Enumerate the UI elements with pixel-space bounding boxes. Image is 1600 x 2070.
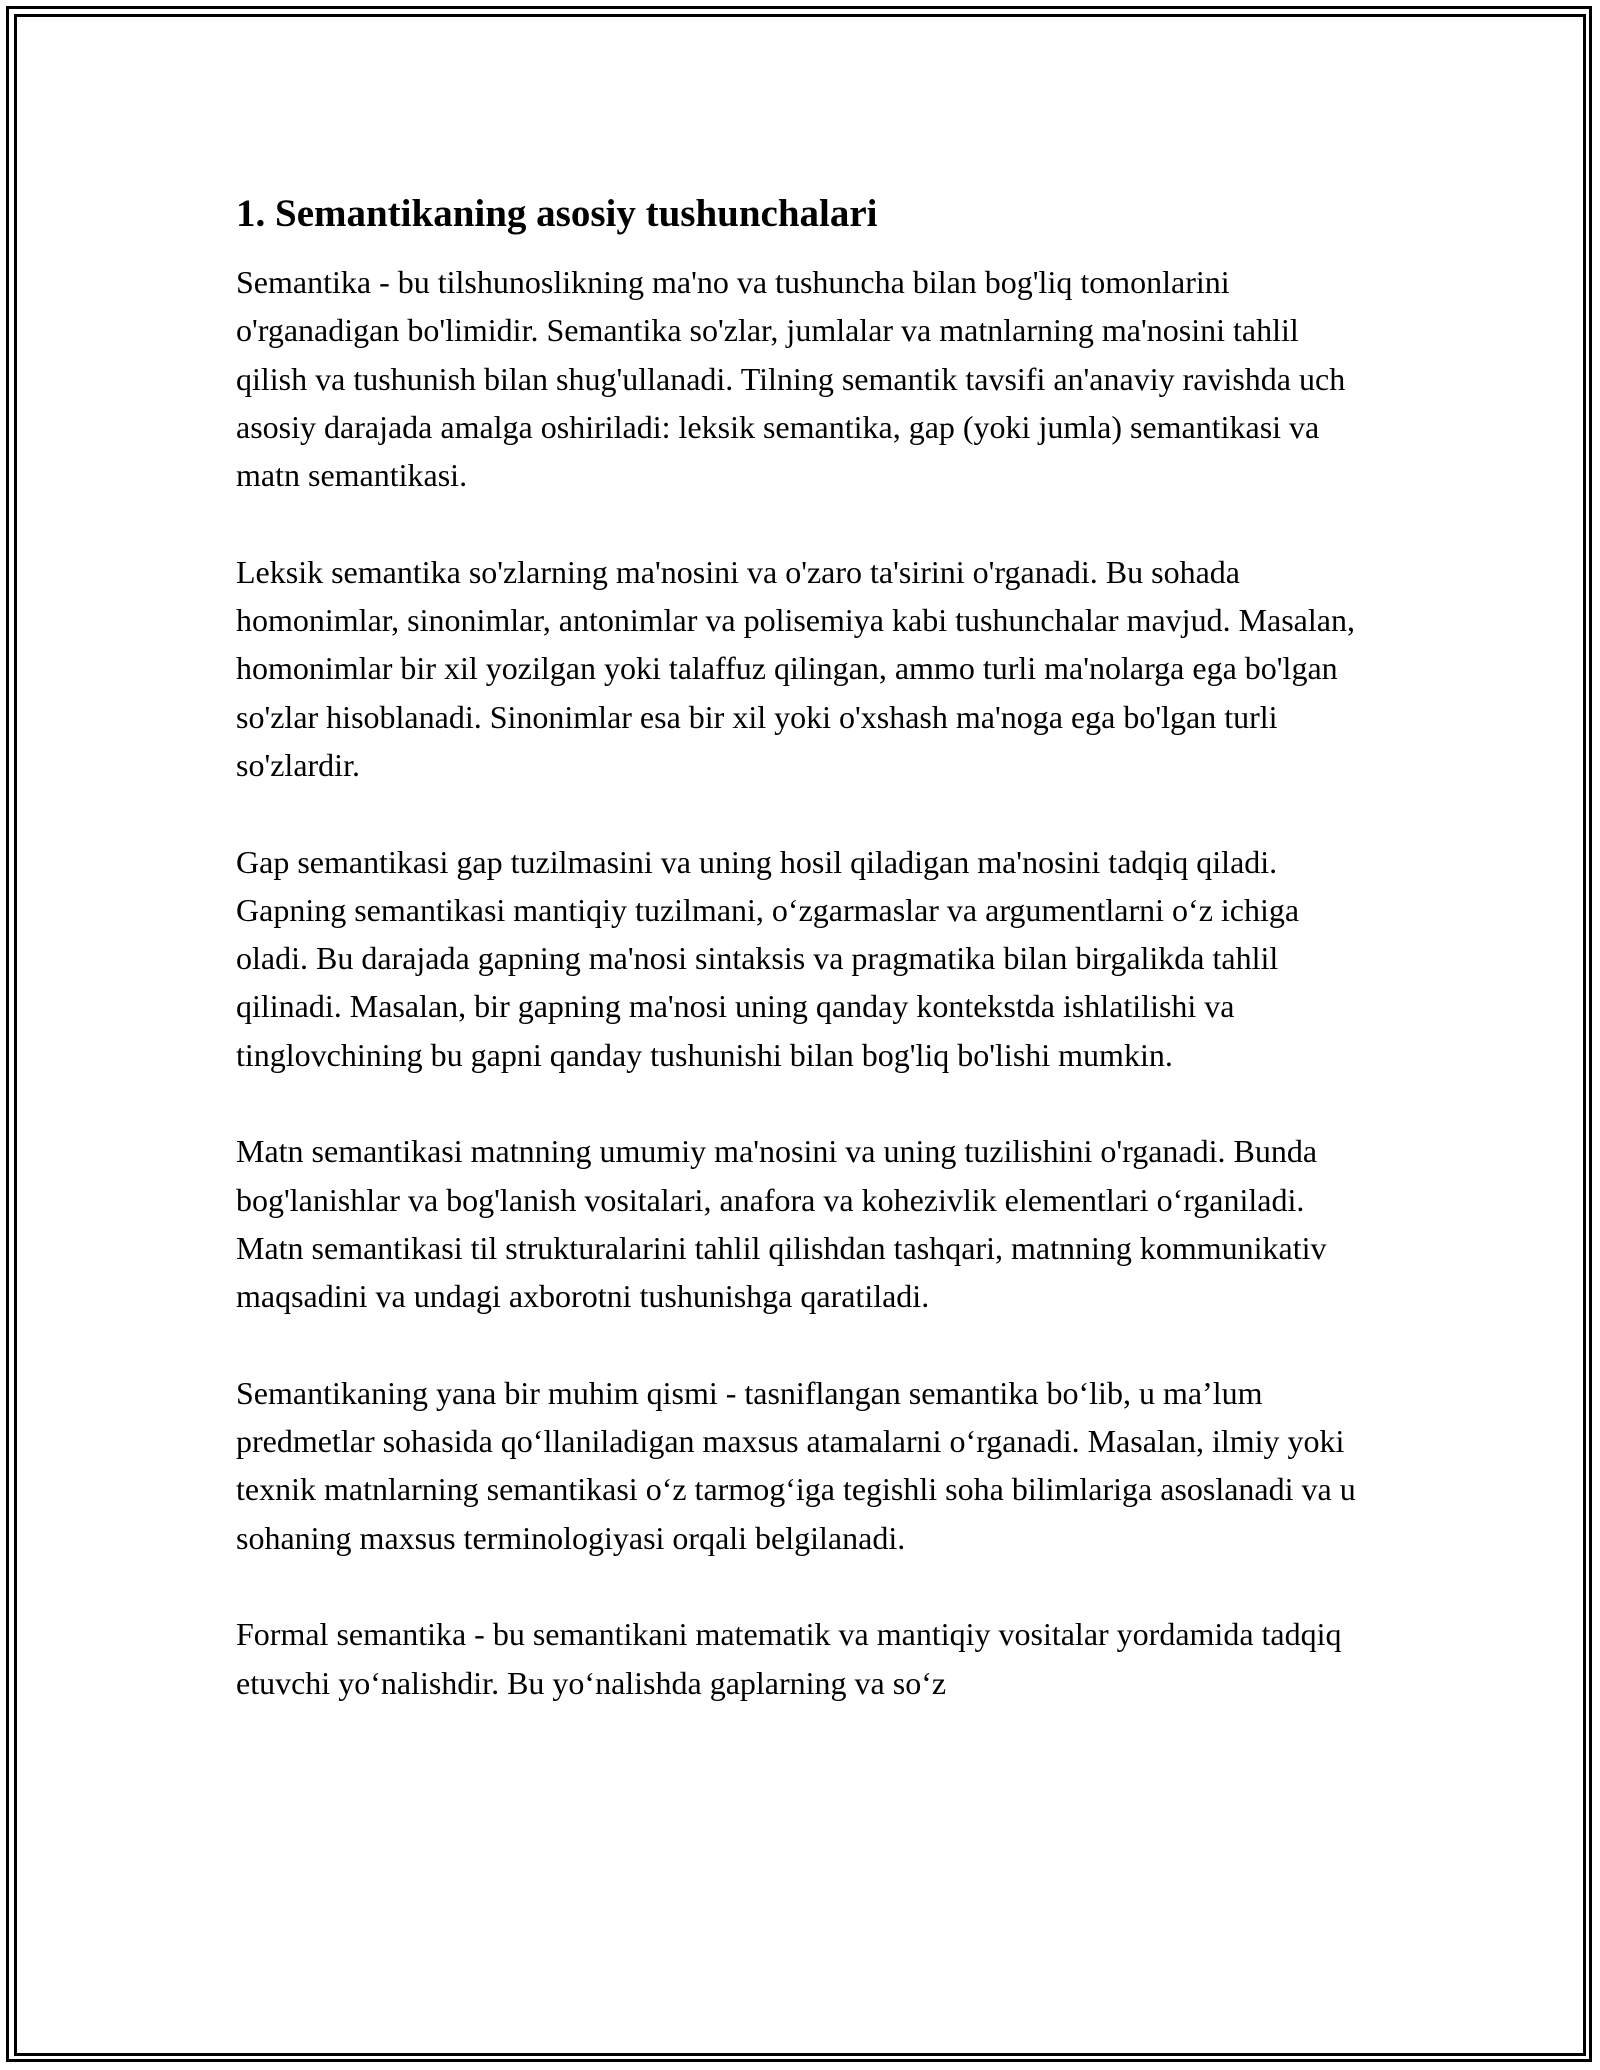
- paragraph-semantics-intro: Semantika - bu tilshunoslikning ma'no va tushuncha bilan bog'liq tomonlarini o'rganadigan bo'limidir. Semantika so'zlar, jumlalar va matnlarning ma'nosini tahlil qilish va tushunish bilan shug'ullanadi. Tilning semantik tavsifi an'anaviy ravishda uch asosiy darajada amalga oshiriladi: leksik semantika, gap (yoki jumla) semantikasi va matn semantikasi.: [236, 264, 1346, 494]
- document-body: [236, 188, 1376, 1707]
- paragraph-sentence-semantics: Gap semantikasi gap tuzilmasini va uning hosil qiladigan ma'nosini tadqiq qiladi. Gapning semantikasi mantiqiy tuzilmani, o‘zgarmaslar va argumentlarni o‘z ichiga oladi. Bu darajada gapning ma'nosi sintaksis va pragmatika bilan birgalikda tahlil qilinadi. Masalan, bir gapning ma'nosi uning qanday kontekstda ishlatilishi va tinglovchining bu gapni qanday tushunishi bilan bog'liq bo'lishi mumkin.: [236, 843, 1300, 1073]
- paragraph-text-semantics: Matn semantikasi matnning umumiy ma'nosini va uning tuzilishini o'rganadi. Bunda bog'lanishlar va bog'lanish vositalari, anafora va kohezivlik elementlari o‘rganiladi. Matn semantikasi til strukturalarini tahlil qilishdan tashqari, matnning kommunikativ maqsadini va undagi axborotni tushunishga qaratiladi.: [236, 1133, 1327, 1315]
- paragraph-lexical-semantics: Leksik semantika so'zlarning ma'nosini va o'zaro ta'sirini o'rganadi. Bu sohada homonimlar, sinonimlar, antonimlar va polisemiya kabi tushunchalar mavjud. Masalan, homonimlar bir xil yozilgan yoki talaffuz qilingan, ammo turli ma'nolarga ega bo'lgan so'zlar hisoblanadi. Sinonimlar esa bir xil yoki o'xshash ma'noga ega bo'lgan turli so'zlardir.: [236, 553, 1355, 783]
- paragraph-classified-semantics: Semantikaning yana bir muhim qismi - tasniflangan semantika bo‘lib, u ma’lum predmetlar sohasida qo‘llaniladigan maxsus atamalarni o‘rganadi. Masalan, ilmiy yoki texnik matnlarning semantikasi o‘z tarmog‘iga tegishli soha bilimlariga asoslanadi va u sohaning maxsus terminologiyasi orqali belgilanadi.: [236, 1374, 1356, 1556]
- section-heading: 1. Semantikaning asosiy tushunchalari: [236, 192, 878, 235]
- paragraph-formal-semantics: Formal semantika - bu semantikani matematik va mantiqiy vositalar yordamida tadqiq etuvchi yo‘nalishdir. Bu yo‘nalishda gaplarning va so‘z: [236, 1616, 1342, 1701]
